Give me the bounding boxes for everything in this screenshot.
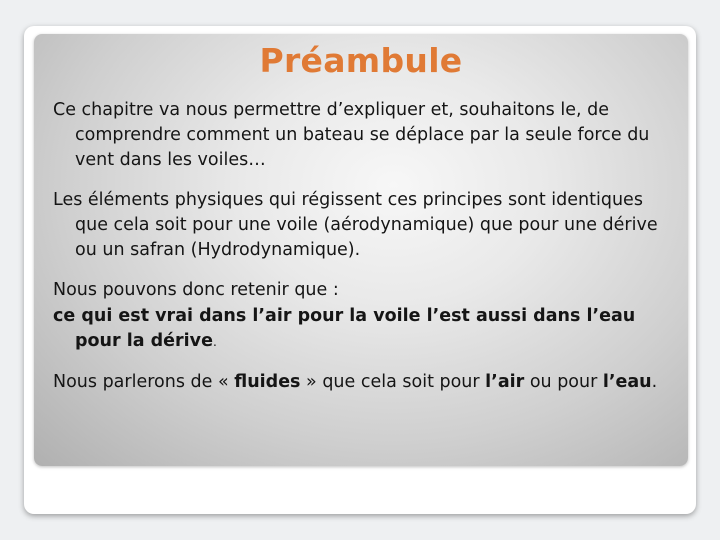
fluids-part1: Nous parlerons de « [53,372,235,392]
paragraph-key-statement [53,304,677,355]
paragraph-intro: Ce chapitre va nous permettre d’expliquer et, souhaitons le, de comprendre comment un bateau se déplace par la seule force du vent dans les voiles… [53,100,650,170]
key-statement-period: . [212,335,217,349]
slide-title: Préambule [259,41,463,80]
water-word: l’eau [602,372,652,392]
paragraph-physics: Les éléments physiques qui régissent ces principes sont identiques que cela soit pour une voile (aérodynamique) que pour une dérive ou un safran (Hydrodynamique). [53,190,658,260]
paragraph-fluids [53,370,677,395]
fluids-part3: ou pour [524,372,603,392]
fluids-part4: . [651,372,658,392]
air-word: l’air [485,372,525,392]
fluids-part2: » que cela soit pour [300,372,486,392]
paragraph-retain: Nous pouvons donc retenir que : [53,280,339,300]
fluids-word: fluides [234,372,301,392]
slide-body [53,98,677,410]
key-statement-text: ce qui est vrai dans l’air pour la voile l’est aussi dans l’eau pour la dérive [53,306,636,351]
